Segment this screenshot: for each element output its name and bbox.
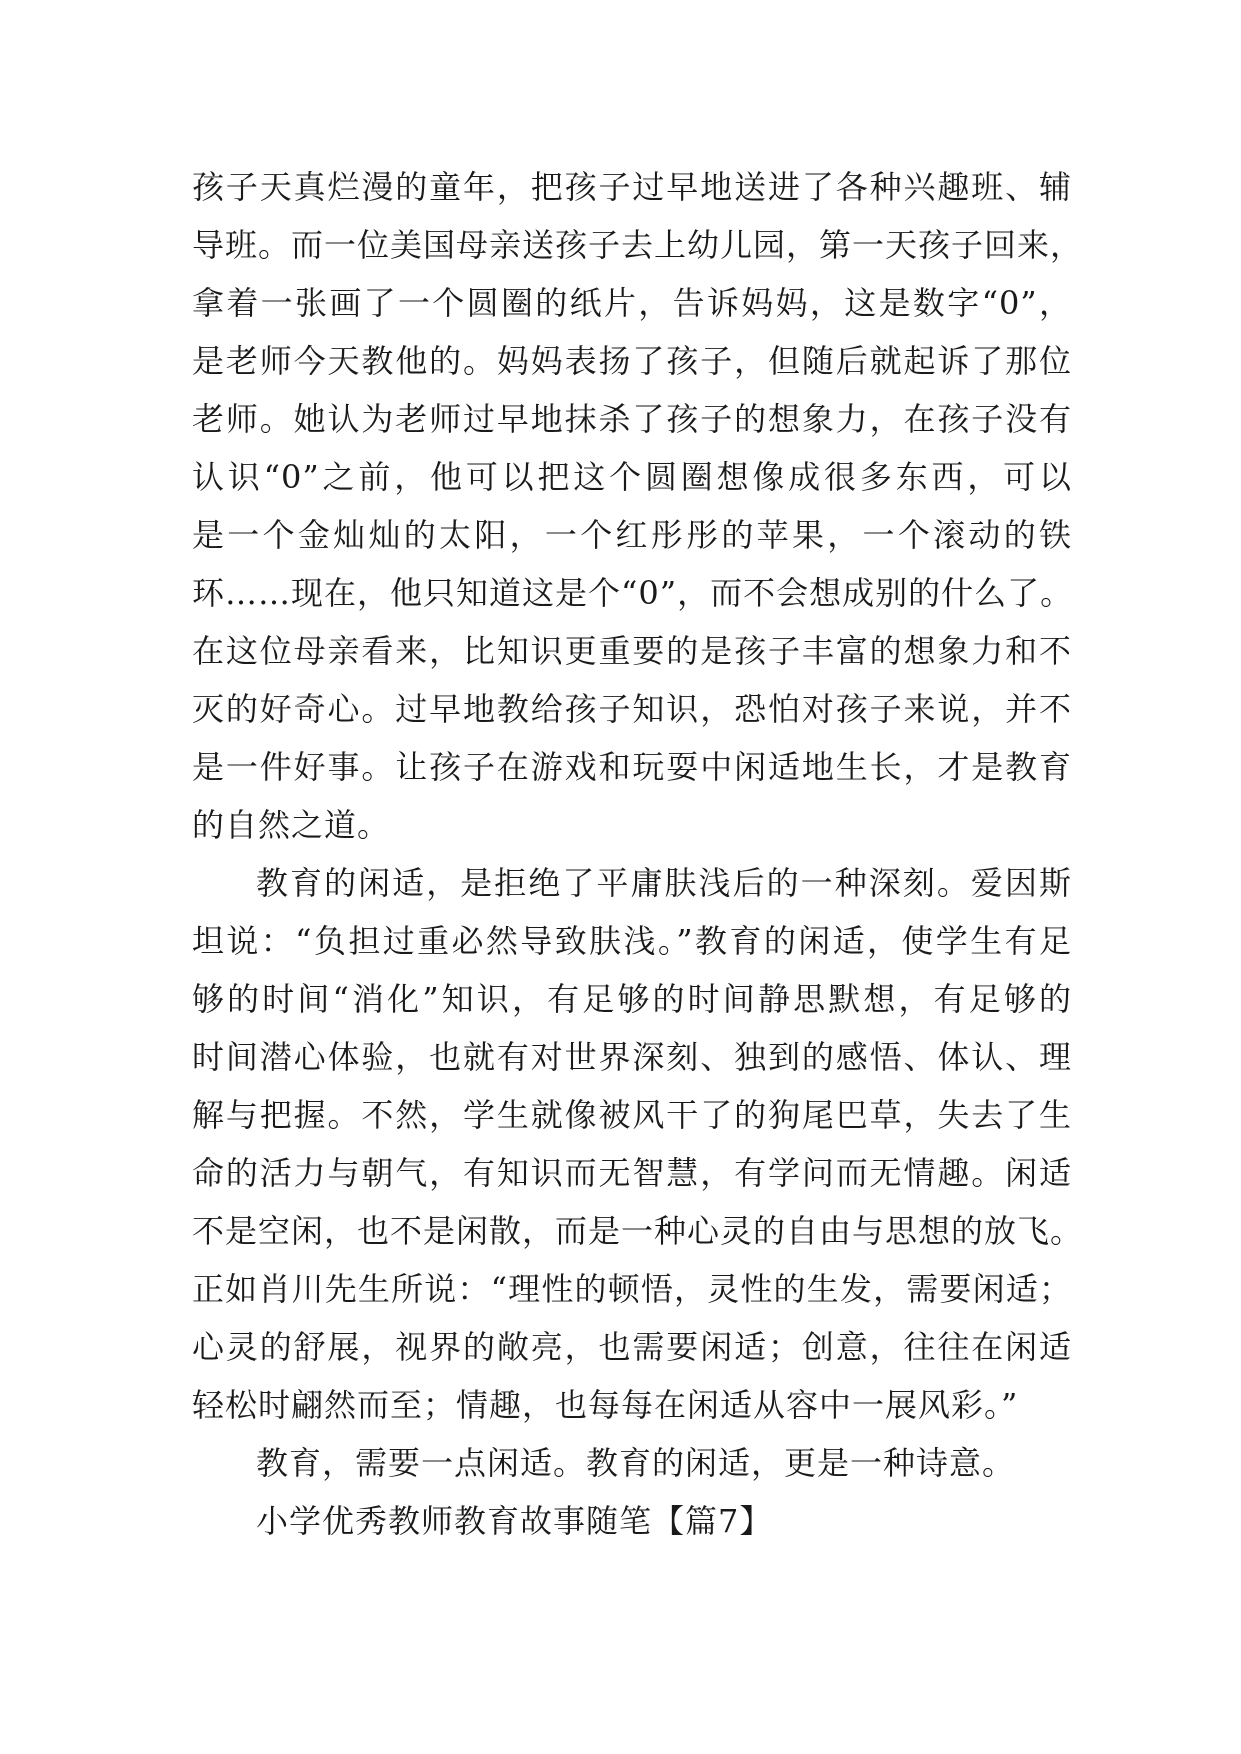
text-line: 坦说：“负担过重必然导致肤浅。”教育的闲适，使学生有足	[192, 922, 1072, 960]
text-line: 够的时间“消化”知识，有足够的时间静思默想，有足够的	[192, 980, 1072, 1018]
section-heading: 小学优秀教师教育故事随笔【篇7】	[256, 1502, 773, 1540]
text-line: 正如肖川先生所说：“理性的顿悟，灵性的生发，需要闲适；	[192, 1270, 1072, 1308]
text-line: 时间潜心体验，也就有对世界深刻、独到的感悟、体认、理	[192, 1038, 1072, 1076]
text-line: 的自然之道。	[192, 806, 391, 844]
paragraph-2	[192, 854, 1084, 1434]
text-line: 环……现在，他只知道这是个“0”，而不会想成别的什么了。	[192, 574, 1074, 612]
text-line: 解与把握。不然，学生就像被风干了的狗尾巴草，失去了生	[192, 1096, 1072, 1134]
text-line: 是老师今天教他的。妈妈表扬了孩子，但随后就起诉了那位	[192, 342, 1072, 380]
text-line: 命的活力与朝气，有知识而无智慧，有学问而无情趣。闲适	[192, 1154, 1072, 1192]
text-line: 教育的闲适，是拒绝了平庸肤浅后的一种深刻。爱因斯	[256, 864, 1072, 902]
paragraph-3	[192, 1434, 1072, 1492]
text-line: 在这位母亲看来，比知识更重要的是孩子丰富的想象力和不	[192, 632, 1072, 670]
text-line: 认识“0”之前，他可以把这个圆圈想像成很多东西，可以	[192, 458, 1072, 496]
document-page	[192, 158, 1084, 1550]
text-line: 教育，需要一点闲适。教育的闲适，更是一种诗意。	[256, 1444, 1016, 1482]
text-line: 是一个金灿灿的太阳，一个红彤彤的苹果，一个滚动的铁	[192, 516, 1072, 554]
text-line: 是一件好事。让孩子在游戏和玩耍中闲适地生长，才是教育	[192, 748, 1072, 786]
text-line: 轻松时翩然而至；情趣，也每每在闲适从容中一展风彩。”	[192, 1386, 1019, 1424]
text-line: 老师。她认为老师过早地抹杀了孩子的想象力，在孩子没有	[192, 400, 1072, 438]
text-line: 心灵的舒展，视界的敞亮，也需要闲适；创意，往往在闲适	[192, 1328, 1072, 1366]
text-line: 灭的好奇心。过早地教给孩子知识，恐怕对孩子来说，并不	[192, 690, 1072, 728]
text-line: 拿着一张画了一个圆圈的纸片，告诉妈妈，这是数字“0”，	[192, 284, 1072, 322]
text-line: 不是空闲，也不是闲散，而是一种心灵的自由与思想的放飞。	[192, 1212, 1084, 1250]
paragraph-1	[192, 158, 1084, 854]
text-line: 孩子天真烂漫的童年，把孩子过早地送进了各种兴趣班、辅	[192, 168, 1072, 206]
text-line: 导班。而一位美国母亲送孩子去上幼儿园，第一天孩子回来，	[192, 226, 1084, 264]
